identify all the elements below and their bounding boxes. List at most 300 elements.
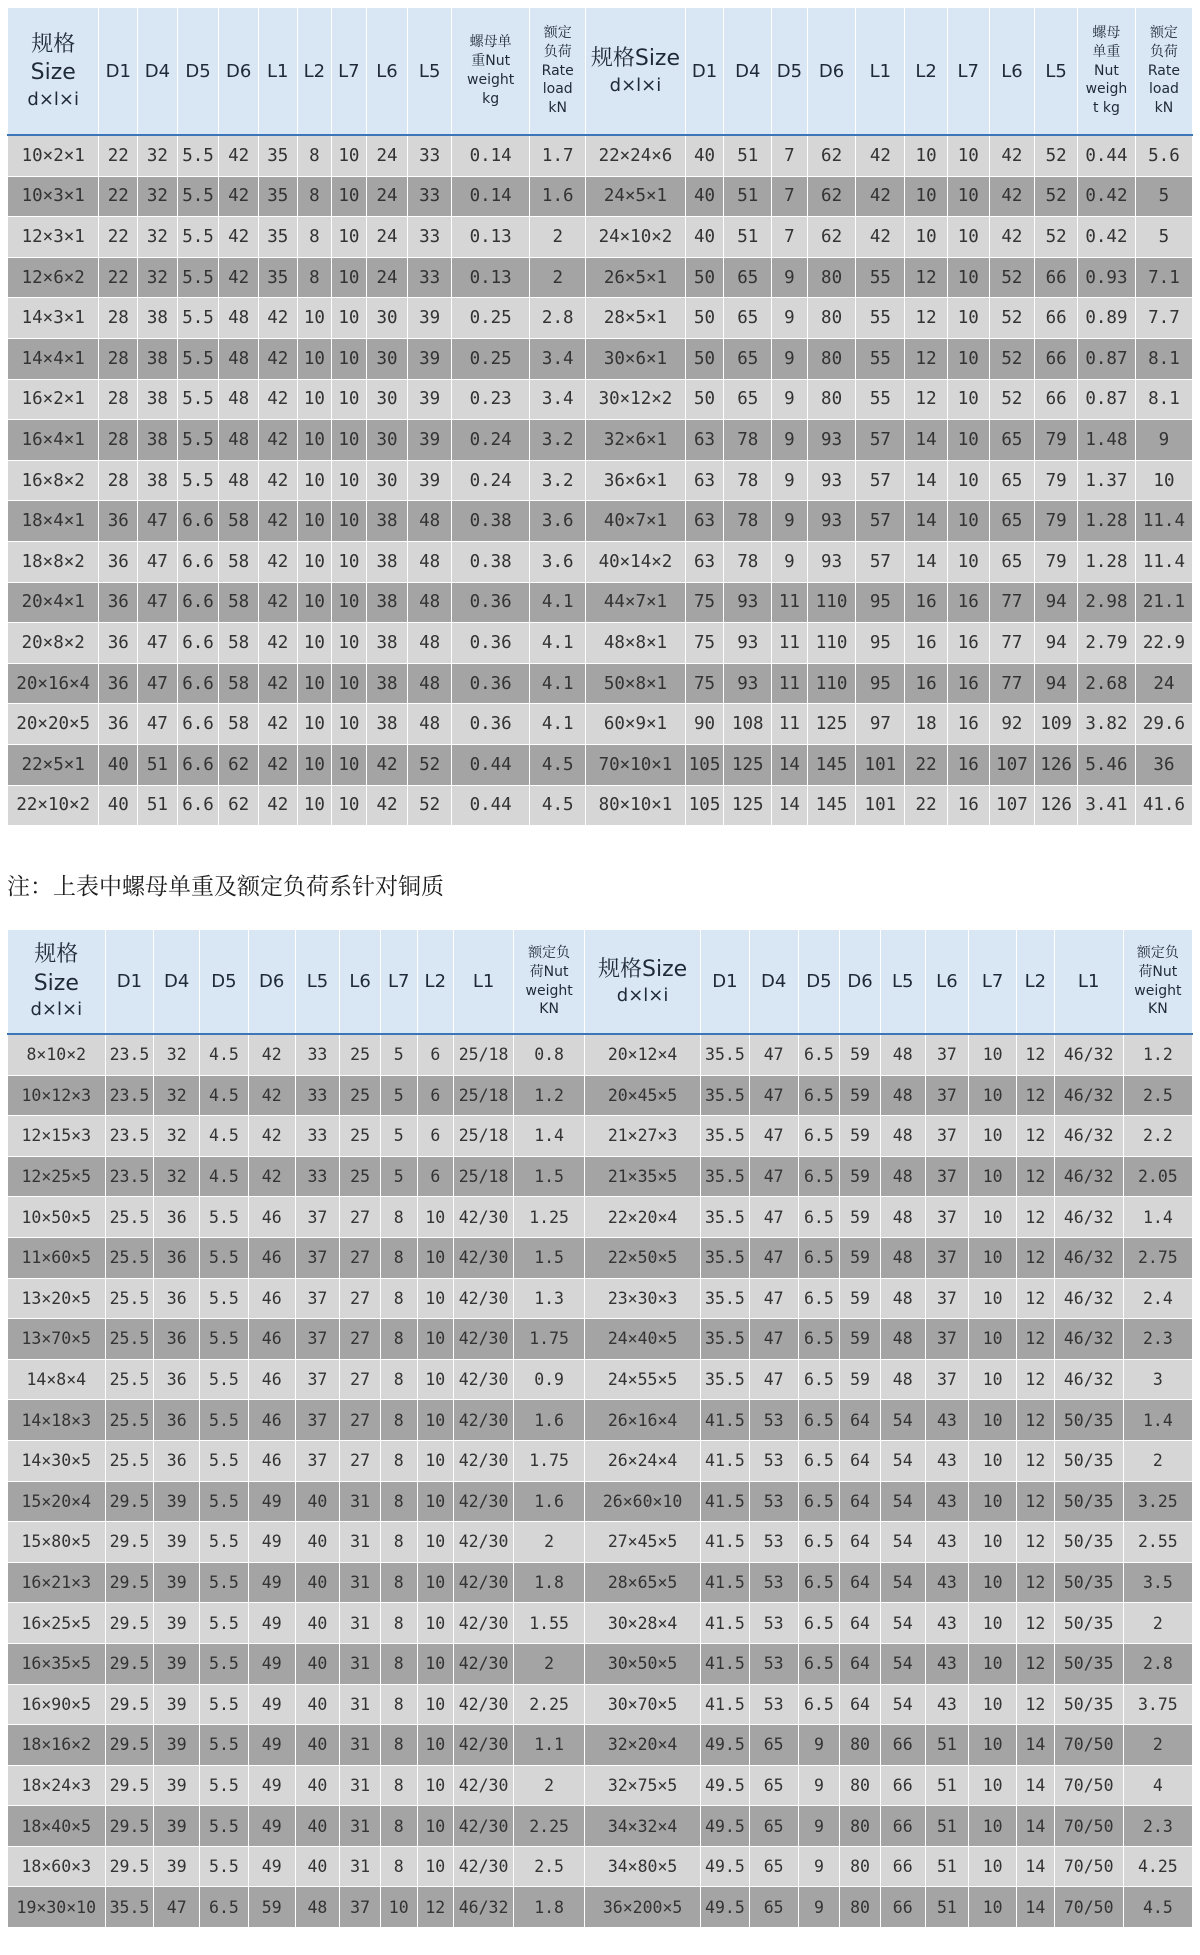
value-cell: 0.36 bbox=[452, 663, 530, 704]
value-cell: 35.5 bbox=[701, 1359, 750, 1400]
value-cell: 59 bbox=[840, 1319, 881, 1360]
value-cell: 50 bbox=[685, 257, 724, 298]
value-cell: 53 bbox=[749, 1522, 798, 1563]
size-cell: 24×55×5 bbox=[585, 1359, 701, 1400]
copper-note: 注：上表中螺母单重及额定负荷系针对铜质 bbox=[7, 874, 444, 900]
size-cell: 11×60×5 bbox=[8, 1237, 106, 1278]
value-cell: 5 bbox=[1135, 176, 1192, 217]
table-row bbox=[8, 1278, 1193, 1319]
size-cell: 18×8×2 bbox=[8, 541, 99, 582]
value-cell: 10 bbox=[905, 217, 948, 258]
value-cell: 1.2 bbox=[514, 1075, 585, 1116]
value-cell: 6.5 bbox=[798, 1562, 840, 1603]
column-header: L2 bbox=[297, 8, 332, 136]
value-cell: 3.2 bbox=[530, 420, 586, 461]
value-cell: 39 bbox=[154, 1725, 200, 1766]
value-cell: 8 bbox=[380, 1725, 417, 1766]
value-cell: 42/30 bbox=[454, 1481, 514, 1522]
value-cell: 29.5 bbox=[105, 1643, 154, 1684]
value-cell: 10 bbox=[417, 1278, 454, 1319]
value-cell: 49.5 bbox=[701, 1806, 750, 1847]
value-cell: 58 bbox=[219, 623, 259, 664]
value-cell: 36 bbox=[99, 501, 138, 542]
table-row bbox=[8, 1643, 1193, 1684]
value-cell: 2.2 bbox=[1123, 1116, 1192, 1157]
value-cell: 62 bbox=[807, 217, 856, 258]
value-cell: 42 bbox=[219, 176, 259, 217]
value-cell: 64 bbox=[840, 1440, 881, 1481]
column-header: D6 bbox=[807, 8, 856, 136]
value-cell: 14 bbox=[905, 501, 948, 542]
value-cell: 1.55 bbox=[514, 1603, 585, 1644]
value-cell: 8.1 bbox=[1135, 338, 1192, 379]
value-cell: 39 bbox=[154, 1562, 200, 1603]
value-cell: 39 bbox=[154, 1846, 200, 1887]
value-cell: 2.25 bbox=[514, 1684, 585, 1725]
column-header: L1 bbox=[454, 930, 514, 1035]
value-cell: 1.4 bbox=[1123, 1400, 1192, 1441]
value-cell: 63 bbox=[685, 541, 724, 582]
value-cell: 41.6 bbox=[1135, 785, 1192, 826]
table-row bbox=[8, 582, 1193, 623]
table-row bbox=[8, 623, 1193, 664]
size-cell: 13×20×5 bbox=[8, 1278, 106, 1319]
value-cell: 42/30 bbox=[454, 1643, 514, 1684]
value-cell: 42 bbox=[366, 785, 408, 826]
value-cell: 25.5 bbox=[105, 1440, 154, 1481]
value-cell: 16 bbox=[947, 704, 989, 745]
value-cell: 1.28 bbox=[1077, 541, 1135, 582]
value-cell: 12 bbox=[1017, 1481, 1055, 1522]
value-cell: 80 bbox=[840, 1806, 881, 1847]
column-header: L7 bbox=[947, 8, 989, 136]
value-cell: 10 bbox=[969, 1562, 1017, 1603]
value-cell: 42 bbox=[248, 1075, 295, 1116]
value-cell: 39 bbox=[154, 1684, 200, 1725]
value-cell: 70/50 bbox=[1054, 1725, 1123, 1766]
value-cell: 22 bbox=[905, 744, 948, 785]
value-cell: 105 bbox=[685, 744, 724, 785]
value-cell: 40 bbox=[295, 1643, 340, 1684]
column-header: D6 bbox=[840, 930, 881, 1035]
value-cell: 51 bbox=[724, 176, 772, 217]
table-row bbox=[8, 1034, 1193, 1075]
size-cell: 18×24×3 bbox=[8, 1765, 106, 1806]
value-cell: 43 bbox=[925, 1522, 969, 1563]
value-cell: 12 bbox=[1017, 1075, 1055, 1116]
value-cell: 36 bbox=[99, 541, 138, 582]
value-cell: 42/30 bbox=[454, 1765, 514, 1806]
value-cell: 1.4 bbox=[1123, 1197, 1192, 1238]
value-cell: 126 bbox=[1035, 785, 1078, 826]
value-cell: 66 bbox=[880, 1725, 925, 1766]
value-cell: 37 bbox=[925, 1237, 969, 1278]
value-cell: 0.14 bbox=[452, 135, 530, 176]
value-cell: 8 bbox=[380, 1806, 417, 1847]
value-cell: 32 bbox=[138, 257, 178, 298]
value-cell: 6.5 bbox=[798, 1603, 840, 1644]
value-cell: 52 bbox=[1035, 135, 1078, 176]
table-header-row bbox=[8, 8, 1193, 136]
value-cell: 10 bbox=[332, 623, 367, 664]
value-cell: 5.5 bbox=[200, 1481, 249, 1522]
value-cell: 39 bbox=[154, 1806, 200, 1847]
value-cell: 28 bbox=[99, 338, 138, 379]
column-header: 规格Size d×l×i bbox=[585, 930, 701, 1035]
value-cell: 40 bbox=[295, 1684, 340, 1725]
value-cell: 10 bbox=[332, 379, 367, 420]
value-cell: 10 bbox=[417, 1725, 454, 1766]
value-cell: 62 bbox=[807, 135, 856, 176]
value-cell: 42 bbox=[258, 744, 297, 785]
value-cell: 48 bbox=[295, 1887, 340, 1928]
value-cell: 3.5 bbox=[1123, 1562, 1192, 1603]
value-cell: 5.5 bbox=[177, 298, 219, 339]
column-header: L5 bbox=[1035, 8, 1078, 136]
value-cell: 6.6 bbox=[177, 501, 219, 542]
value-cell: 10 bbox=[947, 217, 989, 258]
value-cell: 9 bbox=[772, 501, 808, 542]
value-cell: 10 bbox=[969, 1197, 1017, 1238]
value-cell: 63 bbox=[685, 460, 724, 501]
value-cell: 10 bbox=[969, 1278, 1017, 1319]
value-cell: 35.5 bbox=[701, 1156, 750, 1197]
value-cell: 47 bbox=[138, 541, 178, 582]
value-cell: 3.82 bbox=[1077, 704, 1135, 745]
value-cell: 10 bbox=[969, 1725, 1017, 1766]
value-cell: 10 bbox=[332, 663, 367, 704]
value-cell: 40 bbox=[295, 1481, 340, 1522]
value-cell: 0.24 bbox=[452, 420, 530, 461]
size-cell: 36×6×1 bbox=[586, 460, 686, 501]
value-cell: 62 bbox=[807, 176, 856, 217]
value-cell: 48 bbox=[408, 501, 452, 542]
value-cell: 14 bbox=[905, 460, 948, 501]
value-cell: 7.7 bbox=[1135, 298, 1192, 339]
size-cell: 50×8×1 bbox=[586, 663, 686, 704]
value-cell: 42 bbox=[989, 217, 1035, 258]
value-cell: 6.6 bbox=[177, 785, 219, 826]
value-cell: 5.5 bbox=[200, 1400, 249, 1441]
value-cell: 4.5 bbox=[530, 744, 586, 785]
value-cell: 42 bbox=[258, 501, 297, 542]
value-cell: 57 bbox=[856, 541, 905, 582]
value-cell: 51 bbox=[925, 1846, 969, 1887]
value-cell: 10 bbox=[332, 460, 367, 501]
value-cell: 22 bbox=[99, 135, 138, 176]
table-row bbox=[8, 135, 1193, 176]
value-cell: 52 bbox=[989, 379, 1035, 420]
value-cell: 6.5 bbox=[200, 1887, 249, 1928]
value-cell: 3.25 bbox=[1123, 1481, 1192, 1522]
value-cell: 49 bbox=[248, 1562, 295, 1603]
value-cell: 38 bbox=[366, 704, 408, 745]
value-cell: 25 bbox=[340, 1116, 381, 1157]
value-cell: 10 bbox=[332, 541, 367, 582]
value-cell: 31 bbox=[340, 1643, 381, 1684]
column-header: D4 bbox=[138, 8, 178, 136]
value-cell: 42/30 bbox=[454, 1846, 514, 1887]
value-cell: 54 bbox=[880, 1440, 925, 1481]
value-cell: 59 bbox=[840, 1278, 881, 1319]
size-cell: 10×50×5 bbox=[8, 1197, 106, 1238]
value-cell: 51 bbox=[138, 744, 178, 785]
value-cell: 4.5 bbox=[200, 1034, 249, 1075]
value-cell: 38 bbox=[366, 623, 408, 664]
value-cell: 57 bbox=[856, 460, 905, 501]
value-cell: 108 bbox=[724, 704, 772, 745]
value-cell: 49.5 bbox=[701, 1887, 750, 1928]
column-header: L6 bbox=[925, 930, 969, 1035]
size-cell: 14×3×1 bbox=[8, 298, 99, 339]
value-cell: 48 bbox=[880, 1156, 925, 1197]
table-row bbox=[8, 217, 1193, 258]
value-cell: 30 bbox=[366, 460, 408, 501]
value-cell: 30 bbox=[366, 298, 408, 339]
value-cell: 2 bbox=[1123, 1440, 1192, 1481]
size-cell: 15×80×5 bbox=[8, 1522, 106, 1563]
value-cell: 41.5 bbox=[701, 1440, 750, 1481]
value-cell: 10 bbox=[297, 338, 332, 379]
value-cell: 42 bbox=[258, 541, 297, 582]
column-header: L1 bbox=[1054, 930, 1123, 1035]
value-cell: 64 bbox=[840, 1400, 881, 1441]
value-cell: 1.25 bbox=[514, 1197, 585, 1238]
value-cell: 75 bbox=[685, 623, 724, 664]
value-cell: 27 bbox=[340, 1197, 381, 1238]
value-cell: 1.75 bbox=[514, 1319, 585, 1360]
column-header: L5 bbox=[408, 8, 452, 136]
value-cell: 50/35 bbox=[1054, 1522, 1123, 1563]
value-cell: 10 bbox=[332, 135, 367, 176]
value-cell: 47 bbox=[138, 704, 178, 745]
value-cell: 50 bbox=[685, 379, 724, 420]
value-cell: 42 bbox=[989, 176, 1035, 217]
value-cell: 64 bbox=[840, 1562, 881, 1603]
value-cell: 10 bbox=[969, 1846, 1017, 1887]
value-cell: 1.8 bbox=[514, 1887, 585, 1928]
size-cell: 24×40×5 bbox=[585, 1319, 701, 1360]
value-cell: 40 bbox=[295, 1846, 340, 1887]
value-cell: 9 bbox=[772, 460, 808, 501]
value-cell: 52 bbox=[1035, 217, 1078, 258]
value-cell: 59 bbox=[840, 1156, 881, 1197]
value-cell: 58 bbox=[219, 582, 259, 623]
value-cell: 46/32 bbox=[1054, 1359, 1123, 1400]
value-cell: 6.6 bbox=[177, 541, 219, 582]
value-cell: 8 bbox=[380, 1440, 417, 1481]
size-cell: 20×20×5 bbox=[8, 704, 99, 745]
value-cell: 70/50 bbox=[1054, 1887, 1123, 1928]
value-cell: 48 bbox=[219, 420, 259, 461]
value-cell: 59 bbox=[840, 1197, 881, 1238]
value-cell: 36 bbox=[154, 1319, 200, 1360]
value-cell: 10 bbox=[969, 1319, 1017, 1360]
value-cell: 2 bbox=[1123, 1603, 1192, 1644]
value-cell: 36 bbox=[99, 623, 138, 664]
value-cell: 41.5 bbox=[701, 1562, 750, 1603]
value-cell: 41.5 bbox=[701, 1603, 750, 1644]
value-cell: 42 bbox=[258, 338, 297, 379]
value-cell: 47 bbox=[749, 1116, 798, 1157]
value-cell: 1.7 bbox=[530, 135, 586, 176]
table-row bbox=[8, 663, 1193, 704]
value-cell: 35.5 bbox=[701, 1278, 750, 1319]
size-cell: 28×65×5 bbox=[585, 1562, 701, 1603]
value-cell: 6.5 bbox=[798, 1643, 840, 1684]
value-cell: 10 bbox=[297, 460, 332, 501]
value-cell: 48 bbox=[219, 298, 259, 339]
value-cell: 25.5 bbox=[105, 1359, 154, 1400]
value-cell: 10 bbox=[332, 704, 367, 745]
value-cell: 37 bbox=[925, 1197, 969, 1238]
value-cell: 22.9 bbox=[1135, 623, 1192, 664]
size-cell: 20×45×5 bbox=[585, 1075, 701, 1116]
value-cell: 14 bbox=[1017, 1725, 1055, 1766]
value-cell: 63 bbox=[685, 420, 724, 461]
value-cell: 37 bbox=[925, 1278, 969, 1319]
value-cell: 10 bbox=[417, 1846, 454, 1887]
value-cell: 6.5 bbox=[798, 1684, 840, 1725]
value-cell: 46/32 bbox=[1054, 1156, 1123, 1197]
value-cell: 11 bbox=[772, 623, 808, 664]
value-cell: 46 bbox=[248, 1197, 295, 1238]
size-cell: 21×27×3 bbox=[585, 1116, 701, 1157]
value-cell: 126 bbox=[1035, 744, 1078, 785]
value-cell: 24 bbox=[366, 176, 408, 217]
value-cell: 12 bbox=[905, 298, 948, 339]
value-cell: 40 bbox=[295, 1725, 340, 1766]
value-cell: 11 bbox=[772, 704, 808, 745]
value-cell: 0.38 bbox=[452, 541, 530, 582]
value-cell: 66 bbox=[880, 1765, 925, 1806]
value-cell: 8 bbox=[380, 1522, 417, 1563]
value-cell: 49 bbox=[248, 1684, 295, 1725]
value-cell: 36 bbox=[99, 663, 138, 704]
table-row bbox=[8, 176, 1193, 217]
value-cell: 39 bbox=[154, 1643, 200, 1684]
column-header: D4 bbox=[154, 930, 200, 1035]
value-cell: 75 bbox=[685, 582, 724, 623]
value-cell: 39 bbox=[408, 298, 452, 339]
value-cell: 80 bbox=[840, 1846, 881, 1887]
value-cell: 35 bbox=[258, 176, 297, 217]
value-cell: 33 bbox=[295, 1034, 340, 1075]
value-cell: 40 bbox=[685, 135, 724, 176]
value-cell: 52 bbox=[408, 744, 452, 785]
value-cell: 12 bbox=[1017, 1278, 1055, 1319]
column-header: D4 bbox=[724, 8, 772, 136]
value-cell: 28 bbox=[99, 460, 138, 501]
value-cell: 29.5 bbox=[105, 1562, 154, 1603]
value-cell: 39 bbox=[154, 1765, 200, 1806]
value-cell: 3.75 bbox=[1123, 1684, 1192, 1725]
value-cell: 25.5 bbox=[105, 1319, 154, 1360]
value-cell: 33 bbox=[408, 135, 452, 176]
value-cell: 43 bbox=[925, 1400, 969, 1441]
value-cell: 9 bbox=[1135, 420, 1192, 461]
size-cell: 14×18×3 bbox=[8, 1400, 106, 1441]
column-header: L7 bbox=[332, 8, 367, 136]
value-cell: 47 bbox=[749, 1278, 798, 1319]
value-cell: 42 bbox=[366, 744, 408, 785]
value-cell: 32 bbox=[138, 135, 178, 176]
value-cell: 9 bbox=[772, 379, 808, 420]
value-cell: 58 bbox=[219, 663, 259, 704]
value-cell: 10 bbox=[947, 338, 989, 379]
size-cell: 14×4×1 bbox=[8, 338, 99, 379]
size-cell: 14×8×4 bbox=[8, 1359, 106, 1400]
column-header: 规格 Size d×l×i bbox=[8, 8, 99, 136]
value-cell: 64 bbox=[840, 1603, 881, 1644]
value-cell: 64 bbox=[840, 1481, 881, 1522]
column-header: 螺母 单重 Nut weigh t kg bbox=[1077, 8, 1135, 136]
value-cell: 31 bbox=[340, 1765, 381, 1806]
value-cell: 41.5 bbox=[701, 1643, 750, 1684]
value-cell: 80 bbox=[840, 1765, 881, 1806]
value-cell: 3.4 bbox=[530, 379, 586, 420]
value-cell: 9 bbox=[772, 338, 808, 379]
value-cell: 110 bbox=[807, 663, 856, 704]
value-cell: 11.4 bbox=[1135, 501, 1192, 542]
table-row bbox=[8, 501, 1193, 542]
value-cell: 46/32 bbox=[1054, 1116, 1123, 1157]
value-cell: 10 bbox=[332, 217, 367, 258]
value-cell: 51 bbox=[724, 217, 772, 258]
size-cell: 12×3×1 bbox=[8, 217, 99, 258]
size-cell: 30×6×1 bbox=[586, 338, 686, 379]
value-cell: 46 bbox=[248, 1278, 295, 1319]
value-cell: 10 bbox=[297, 785, 332, 826]
value-cell: 48 bbox=[880, 1034, 925, 1075]
value-cell: 66 bbox=[880, 1806, 925, 1847]
value-cell: 6.6 bbox=[177, 623, 219, 664]
value-cell: 40 bbox=[295, 1562, 340, 1603]
value-cell: 46/32 bbox=[1054, 1034, 1123, 1075]
table-row bbox=[8, 298, 1193, 339]
size-cell: 22×5×1 bbox=[8, 744, 99, 785]
value-cell: 38 bbox=[138, 460, 178, 501]
value-cell: 3.41 bbox=[1077, 785, 1135, 826]
value-cell: 110 bbox=[807, 582, 856, 623]
value-cell: 1.75 bbox=[514, 1440, 585, 1481]
value-cell: 10 bbox=[332, 785, 367, 826]
value-cell: 29.5 bbox=[105, 1522, 154, 1563]
value-cell: 31 bbox=[340, 1846, 381, 1887]
value-cell: 42/30 bbox=[454, 1197, 514, 1238]
value-cell: 5.5 bbox=[200, 1846, 249, 1887]
value-cell: 53 bbox=[749, 1643, 798, 1684]
value-cell: 8 bbox=[380, 1846, 417, 1887]
value-cell: 50/35 bbox=[1054, 1603, 1123, 1644]
value-cell: 46/32 bbox=[454, 1887, 514, 1928]
value-cell: 2.3 bbox=[1123, 1806, 1192, 1847]
value-cell: 1.6 bbox=[514, 1481, 585, 1522]
table-row bbox=[8, 1562, 1193, 1603]
value-cell: 3.6 bbox=[530, 541, 586, 582]
value-cell: 41.5 bbox=[701, 1481, 750, 1522]
value-cell: 0.44 bbox=[452, 785, 530, 826]
value-cell: 107 bbox=[989, 785, 1035, 826]
column-header: L1 bbox=[258, 8, 297, 136]
value-cell: 10 bbox=[332, 298, 367, 339]
size-cell: 16×8×2 bbox=[8, 460, 99, 501]
size-cell: 12×6×2 bbox=[8, 257, 99, 298]
value-cell: 58 bbox=[219, 541, 259, 582]
value-cell: 10 bbox=[947, 298, 989, 339]
value-cell: 2.55 bbox=[1123, 1522, 1192, 1563]
size-cell: 12×25×5 bbox=[8, 1156, 106, 1197]
